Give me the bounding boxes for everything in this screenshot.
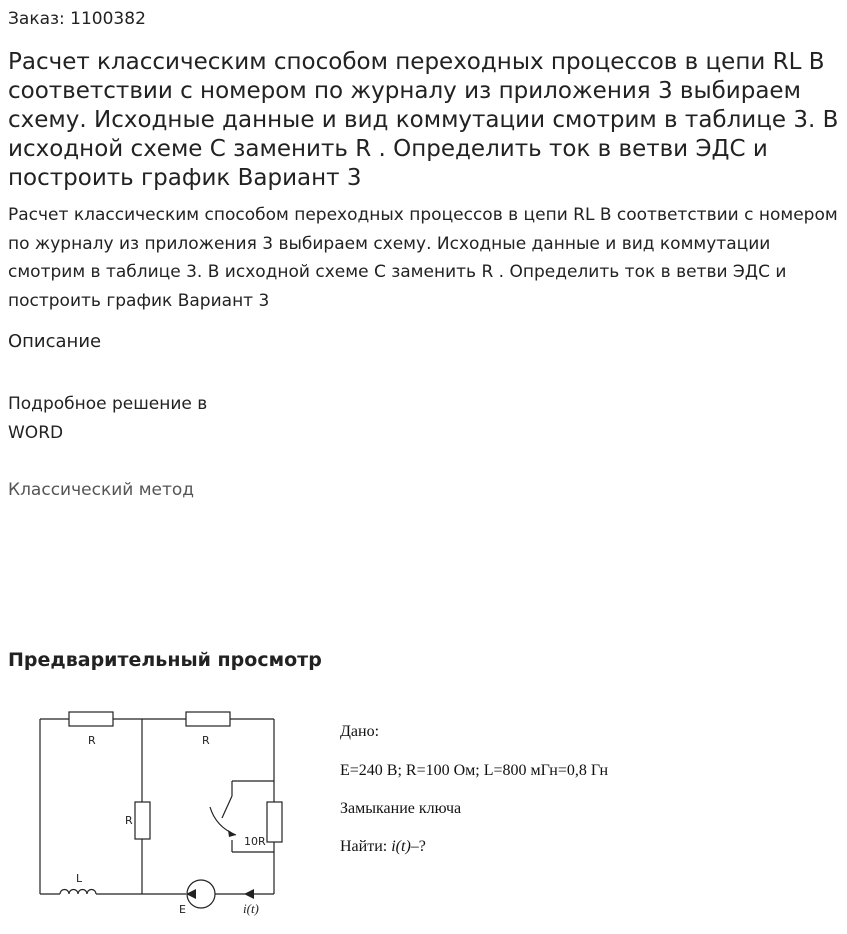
find-variable: i(t): [391, 838, 411, 855]
label-r-top-right: R: [202, 734, 210, 747]
label-current: i(t): [243, 901, 259, 916]
find-suffix: –?: [410, 838, 426, 855]
order-number: Заказ: 1100382: [8, 9, 146, 29]
description-text: Расчет классическим способом переходных процессов в цепи RL В соответствии с номером по журналу из приложения 3 выбираем схему. Исходные данные и вид коммутации смотрим в таблице 3. В исходной схеме С заменить R . Определить ток в ветви ЭДС и построить график Вариант 3: [8, 205, 838, 311]
given-switching: Замыкание ключа: [340, 800, 462, 817]
given-label: Дано:: [340, 723, 380, 740]
description-section-label: Описание: [8, 331, 102, 352]
label-r-right: 10R: [244, 835, 266, 848]
circuit-diagram: [0, 690, 300, 934]
resistor-right: [267, 802, 282, 842]
preview-heading: Предварительный просмотр: [8, 649, 322, 671]
solution-format-line-1: Подробное решение в: [8, 394, 208, 414]
switch-arc: [210, 807, 236, 835]
page-title: Расчет классическим способом переходных процессов в цепи RL В соответствии с номером по журналу из приложения 3 выбираем схему. Исходные данные и вид коммутации смотрим в таблице 3. В исходной схеме С заменить R . Определить ток в ветви ЭДС и построить график Вариант 3: [8, 49, 839, 191]
given-values: E=240 В; R=100 Ом; L=800 мГн=0,8 Гн: [340, 762, 609, 779]
resistor-middle: [135, 802, 150, 839]
current-arrow-icon: [244, 889, 254, 899]
switch-arrow-icon: [228, 830, 236, 837]
label-r-top-left: R: [88, 734, 96, 747]
given-find: [340, 838, 426, 856]
resistor-top-right: [186, 712, 230, 726]
preview-image: [0, 690, 847, 934]
solution-format-line-2: WORD: [8, 423, 64, 443]
method-label: Классический метод: [8, 480, 195, 500]
resistor-top-left: [69, 712, 113, 726]
switch-blade: [222, 796, 232, 818]
inductor-coil: [60, 890, 96, 895]
label-source: E: [179, 903, 186, 916]
label-inductor: L: [76, 872, 83, 885]
find-prefix: Найти:: [340, 838, 392, 855]
label-r-middle: R: [125, 814, 133, 827]
